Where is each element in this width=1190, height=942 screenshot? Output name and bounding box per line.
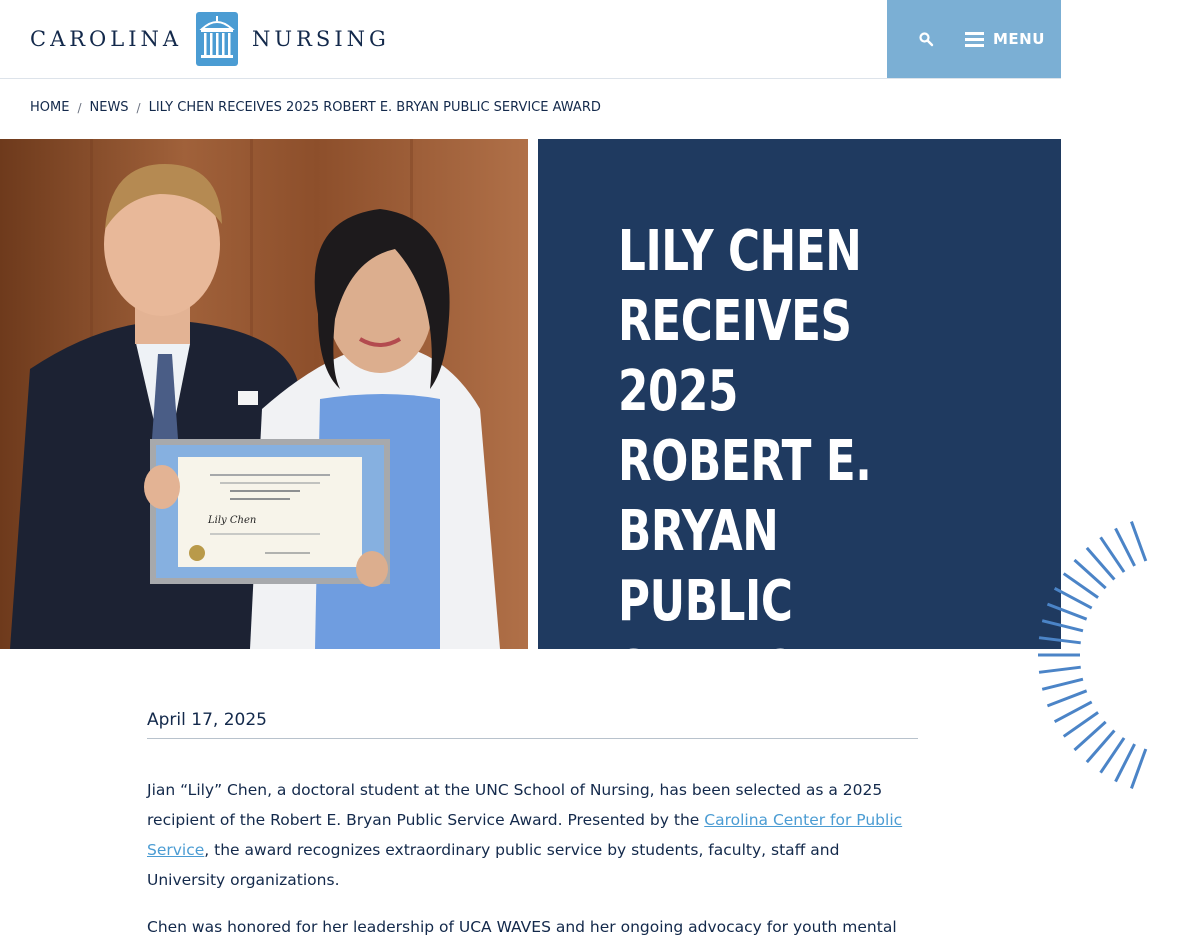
title-line: SERVICE AWARD	[618, 639, 823, 774]
breadcrumb-home[interactable]: HOME	[30, 100, 70, 115]
article-paragraph	[147, 775, 918, 895]
search-icon	[919, 32, 933, 46]
breadcrumb	[30, 100, 601, 115]
starburst-ray	[1101, 738, 1124, 773]
old-well-icon	[196, 12, 238, 66]
award-photo-illustration	[0, 139, 528, 649]
starburst-ray	[1064, 574, 1098, 598]
starburst-ray	[1042, 679, 1083, 689]
hamburger-icon	[965, 32, 984, 47]
logo-text-nursing: NURSING	[252, 27, 390, 51]
starburst-ray	[1039, 667, 1081, 672]
site-logo[interactable]	[30, 12, 390, 66]
article-paragraph: Chen was honored for her leadership of UCA WAVES and her ongoing advocacy for youth mental	[147, 918, 897, 936]
starburst-ray	[1047, 691, 1086, 706]
starburst-ray	[1131, 522, 1145, 561]
header-actions	[887, 0, 1061, 78]
hero-title-panel	[538, 139, 1061, 774]
breadcrumb-separator: /	[136, 100, 141, 115]
hero-photo	[0, 139, 528, 649]
title-line: BRYAN PUBLIC	[618, 499, 793, 634]
logo-text-carolina: CAROLINA	[30, 27, 183, 51]
starburst-ray	[1087, 730, 1115, 762]
paragraph-text: Jian “Lily” Chen, a doctoral student at the UNC School of Nursing, has been selected as a 2025 recipient of the Robert E. Bryan Public Service Award. Presented by the	[147, 781, 883, 829]
starburst-ray	[1087, 548, 1115, 580]
menu-button[interactable]	[965, 0, 1045, 78]
title-line: LILY CHEN	[618, 219, 862, 284]
paragraph-text: , the award recognizes extraordinary public service by students, faculty, staff and University organizations.	[147, 841, 840, 889]
breadcrumb-current: LILY CHEN RECEIVES 2025 ROBERT E. BRYAN PUBLIC SERVICE AWARD	[148, 100, 601, 115]
breadcrumb-separator: /	[77, 100, 82, 115]
starburst-ray	[1116, 528, 1135, 565]
title-line: ROBERT E.	[618, 429, 872, 494]
starburst-ray	[1101, 537, 1124, 572]
starburst-ray	[1074, 722, 1105, 750]
article-body	[147, 710, 918, 942]
site-header	[0, 0, 1061, 79]
starburst-ray	[1064, 712, 1098, 736]
breadcrumb-news[interactable]: NEWS	[89, 100, 129, 115]
carolina-center-link[interactable]: Carolina Center for Public Service	[147, 811, 903, 859]
starburst-ray	[1074, 560, 1105, 588]
article-date: April 17, 2025	[147, 710, 918, 739]
certificate-name: Lily Chen	[208, 515, 257, 526]
menu-label: MENU	[993, 30, 1045, 48]
title-line: RECEIVES 2025	[618, 289, 852, 424]
starburst-ray	[1131, 749, 1145, 788]
starburst-ray	[1055, 702, 1092, 722]
starburst-ray	[1116, 744, 1135, 781]
search-button[interactable]	[887, 0, 965, 78]
article-title	[618, 217, 922, 777]
